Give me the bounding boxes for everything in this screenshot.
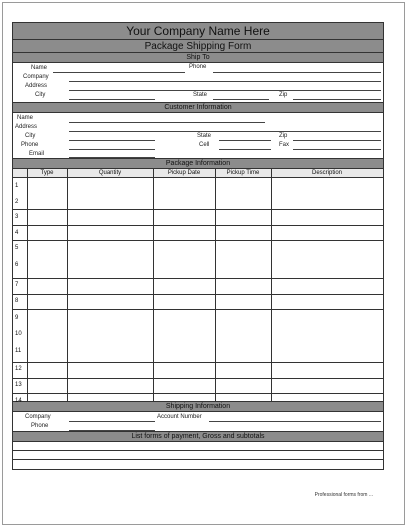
customer-cell-field[interactable] <box>219 149 271 150</box>
column-type: Type <box>40 170 54 176</box>
row-number: 4 <box>15 230 19 236</box>
column-quantity: Quantity <box>98 170 122 176</box>
payment-header: List forms of payment, Gross and subtotals <box>13 432 383 442</box>
column-pickup-time: Pickup Time <box>226 170 260 176</box>
customer-city-label: City <box>25 133 36 139</box>
shipping-info-section <box>13 412 383 432</box>
shipping-phone-field[interactable] <box>69 430 155 431</box>
row-number: 8 <box>15 298 19 304</box>
row-divider <box>13 362 383 363</box>
payment-line[interactable] <box>13 451 383 460</box>
package-info-table <box>13 169 383 402</box>
customer-email-label: Email <box>29 151 45 157</box>
row-number: 6 <box>15 262 19 268</box>
ship-to-header: Ship To <box>13 53 383 63</box>
shipping-info-header: Shipping Information <box>13 402 383 412</box>
column-divider <box>153 169 154 401</box>
customer-name-field[interactable] <box>69 122 265 123</box>
column-divider <box>27 169 28 401</box>
row-number: 5 <box>15 245 19 251</box>
customer-cell-label: Cell <box>199 142 210 148</box>
customer-zip-field[interactable] <box>293 140 381 141</box>
column-description: Description <box>311 170 342 176</box>
account-number-label: Account Number <box>157 414 202 420</box>
row-number: 9 <box>15 315 19 321</box>
customer-phone-field[interactable] <box>69 149 155 150</box>
customer-phone-label: Phone <box>21 142 39 148</box>
customer-zip-label: Zip <box>279 133 288 139</box>
footer-credit: Professional forms from ... <box>314 492 373 498</box>
ship-to-address-field[interactable] <box>69 90 381 91</box>
row-divider <box>13 278 383 279</box>
customer-address-field[interactable] <box>69 131 381 132</box>
ship-to-company-field[interactable] <box>69 81 381 82</box>
column-divider <box>215 169 216 401</box>
customer-info-header: Customer Information <box>13 103 383 113</box>
row-divider <box>13 378 383 379</box>
customer-name-label: Name <box>17 115 34 121</box>
shipping-phone-label: Phone <box>31 423 49 429</box>
row-number: 1 <box>15 183 19 189</box>
customer-fax-field[interactable] <box>293 149 381 150</box>
payment-line[interactable] <box>13 442 383 451</box>
row-divider <box>13 309 383 310</box>
column-pickup-date: Pickup Date <box>167 170 201 176</box>
ship-to-company-label: Company <box>23 74 49 80</box>
row-number: 11 <box>15 348 22 354</box>
row-divider <box>13 294 383 295</box>
column-divider <box>67 169 68 401</box>
ship-to-phone-field[interactable] <box>213 72 381 73</box>
row-number: 14 <box>15 398 22 404</box>
ship-to-address-label: Address <box>25 83 48 89</box>
row-number: 13 <box>15 382 22 388</box>
customer-state-label: State <box>197 133 212 139</box>
customer-email-field[interactable] <box>69 157 155 158</box>
row-number: 12 <box>15 366 22 372</box>
row-number: 10 <box>15 331 22 337</box>
customer-city-field[interactable] <box>69 140 155 141</box>
shipping-company-field[interactable] <box>69 421 155 422</box>
company-name-header: Your Company Name Here <box>13 23 383 40</box>
ship-to-state-label: State <box>193 92 208 98</box>
ship-to-section <box>13 63 383 103</box>
ship-to-phone-label: Phone <box>189 64 207 70</box>
row-number: 7 <box>15 282 19 288</box>
package-info-header: Package Information <box>13 159 383 169</box>
payment-line[interactable] <box>13 460 383 469</box>
row-number: 3 <box>15 214 19 220</box>
ship-to-zip-label: Zip <box>279 92 288 98</box>
ship-to-zip-field[interactable] <box>293 99 381 100</box>
column-divider <box>271 169 272 401</box>
customer-info-section <box>13 113 383 159</box>
row-divider <box>13 393 383 394</box>
customer-fax-label: Fax <box>279 142 290 148</box>
shipping-company-label: Company <box>25 414 51 420</box>
ship-to-name-label: Name <box>31 65 48 71</box>
ship-to-city-label: City <box>35 92 46 98</box>
ship-to-state-field[interactable] <box>213 99 269 100</box>
customer-state-field[interactable] <box>219 140 271 141</box>
row-number: 2 <box>15 199 19 205</box>
ship-to-name-field[interactable] <box>53 72 185 73</box>
ship-to-city-field[interactable] <box>69 99 155 100</box>
customer-address-label: Address <box>15 124 38 130</box>
row-divider <box>13 225 383 226</box>
shipping-form <box>12 22 384 470</box>
account-number-field[interactable] <box>209 421 381 422</box>
row-divider <box>13 240 383 241</box>
form-title: Package Shipping Form <box>13 40 383 53</box>
row-divider <box>13 209 383 210</box>
